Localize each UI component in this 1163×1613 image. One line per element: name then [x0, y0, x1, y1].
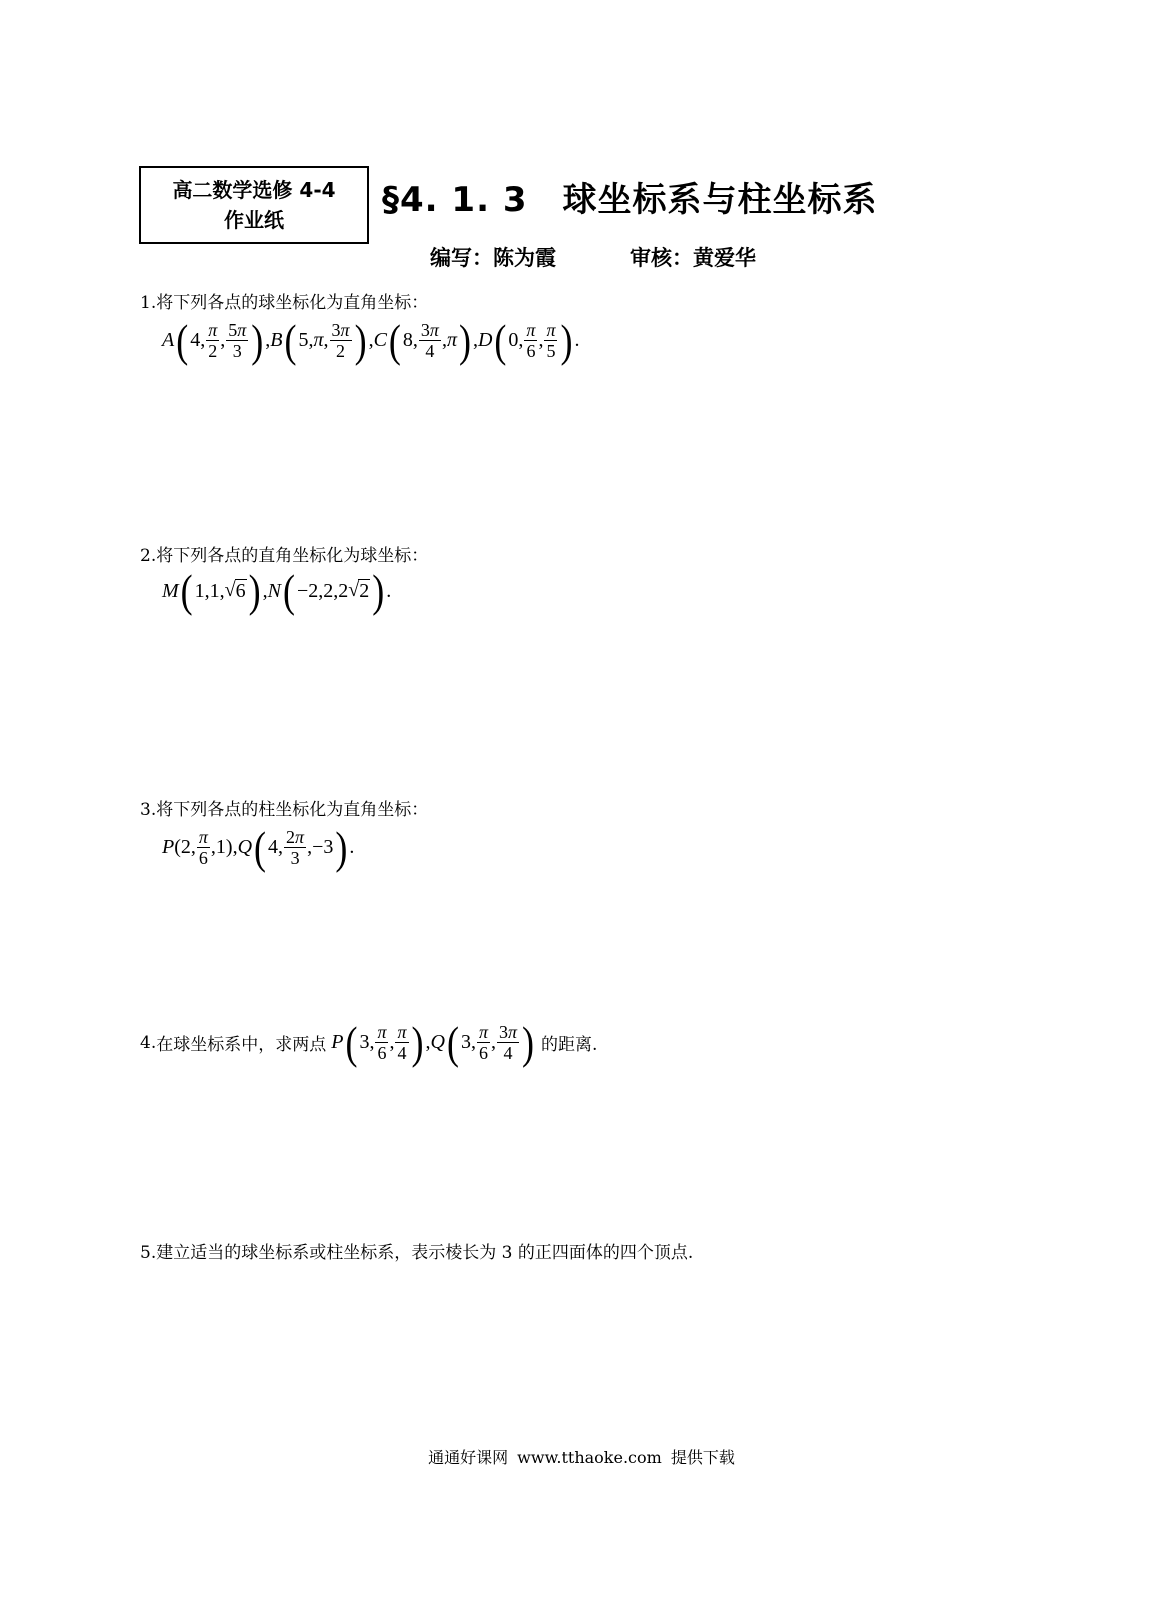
author: 编写：陈为霞: [430, 246, 556, 270]
problem-5-text: 5.建立适当的球坐标系或柱坐标系，表示棱长为 3 的正四面体的四个顶点.: [140, 1243, 694, 1263]
problem-5: [140, 1240, 693, 1266]
worksheet-type-label: 作业纸: [224, 208, 284, 232]
footer-source: 通通好课网 www.tthaoke.com 提供下载: [428, 1448, 735, 1467]
problem-1-text: 1.将下列各点的球坐标化为直角坐标：: [140, 293, 429, 313]
problem-3: [140, 797, 429, 873]
problem-1: [140, 290, 580, 366]
problem-2-text: 2.将下列各点的直角坐标化为球坐标：: [140, 546, 429, 566]
reviewer: 审核：黄爱华: [630, 246, 756, 270]
problem-2: [140, 543, 429, 616]
problem-4-text: 4. 在球坐标系中，求两点 P ( 3, $\frac{\pi}{6}$ , $\frac{\pi}{4}$ ) , Q ( 3, $\frac{\pi}{6}$ , $\frac{3\pi}{4}$ ) 的距离.: [140, 1017, 598, 1068]
course-label: 高二数学选修 4-4: [172, 178, 336, 202]
author-line: [430, 242, 756, 272]
problem-4: [140, 1017, 598, 1068]
problem-1-formula: A ( 4, $\frac{\pi}{2}$ , $\frac{5\pi}{3}$ ) , B ( 5, π , $\frac{3\pi}{2}$ ) , C ( 8, $\frac{3\pi}{4}$ , π ) , D ( 0, $\frac{\pi}{6}$ , $\frac{\pi}{5}$ ) .: [162, 315, 580, 366]
page-title: §4. 1. 3 球坐标系与柱坐标系: [382, 180, 878, 220]
worksheet-label-box: [139, 166, 369, 244]
problem-3-formula: P (2, $\frac{\pi}{6}$ ,1), Q ( 4, $\frac{2\pi}{3}$ ,−3 ) .: [162, 822, 355, 873]
problem-2-formula: M ( 1,1, √ 6 ) , N ( −2,2,2 √ 2 ) .: [162, 566, 392, 616]
problem-3-text: 3.将下列各点的柱坐标化为直角坐标：: [140, 800, 429, 820]
problem-4-formula: P ( 3, $\frac{\pi}{6}$ , $\frac{\pi}{4}$ ) , Q ( 3, $\frac{\pi}{6}$ , $\frac{3\pi}{4}$ ): [326, 1017, 535, 1068]
